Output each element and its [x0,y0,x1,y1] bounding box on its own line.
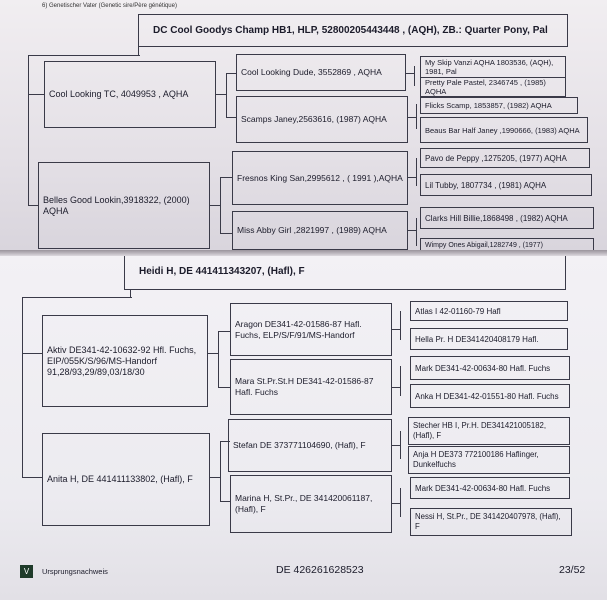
page-fold [0,250,607,256]
great-grandparent-box: Lil Tubby, 1807734 , (1981) AQHA [420,174,592,196]
great-grandparent-box: Pretty Pale Pastel, 2346745 , (1985) AQHA [420,77,566,97]
great-grandparent-box: Flicks Scamp, 1853857, (1982) AQHA [420,97,578,114]
great-grandparent-box: Nessi H, St.Pr., DE 341420407978, (Hafl), F [410,508,572,536]
parent-box: Aktiv DE341-42-10632-92 Hfl. Fuchs, EIP/055K/S/96/MS-Handorf 91,28/93,29/89,03/18/30 [42,315,208,407]
great-grandparent-box: Clarks Hill Billie,1868498 , (1982) AQHA [420,207,594,229]
great-grandparent-box: Anka H DE341-42-01551-80 Hafl. Fuchs [410,384,570,408]
grandparent-box: Stefan DE 373771104690, (Hafl), F [228,419,392,472]
publisher-logo: V [20,565,33,578]
parent-box: Cool Looking TC, 4049953 , AQHA [44,61,216,128]
footer-page-number: 23/52 [559,564,586,576]
footer-title: Ursprungsnachweis [42,567,108,576]
grandparent-box: Marina H, St.Pr., DE 341420061187, (Hafl), F [230,475,392,533]
great-grandparent-box: Mark DE341-42-00634-80 Hafl. Fuchs [410,477,570,499]
great-grandparent-box: Stecher HB I, Pr.H. DE341421005182, (Hafl), F [408,417,570,445]
great-grandparent-box: Hella Pr. H DE341420408179 Hafl. [410,328,568,350]
grandparent-box: Fresnos King San,2995612 , ( 1991 ),AQHA [232,151,408,205]
great-grandparent-box: Wimpy Ones Abigail,1282749 , (1977) [420,238,594,252]
section-label: 6) Genetischer Vater (Genetic sire/Père génétique) [42,3,177,9]
great-grandparent-box: Anja H DE373 772100186 Haflinger, Dunkelfuchs [408,446,570,474]
bottom-page [0,253,607,600]
top-page [0,0,607,258]
subject-box: Heidi H, DE 441411343207, (Hafl), F [124,253,566,290]
great-grandparent-box: Beaus Bar Half Janey ,1990666, (1983) AQHA [420,117,588,143]
grandparent-box: Aragon DE341-42-01586-87 Hafl. Fuchs, ELP/S/F/91/MS-Handorf [230,303,392,356]
parent-box: Belles Good Lookin,3918322, (2000) AQHA [38,162,210,249]
grandparent-box: Cool Looking Dude, 3552869 , AQHA [236,54,406,91]
subject-box: DC Cool Goodys Champ HB1, HLP, 52800205443448 , (AQH), ZB.: Quarter Pony, Pal [138,14,568,47]
great-grandparent-box: Atlas I 42-01160-79 Hafl [410,301,568,321]
great-grandparent-box: Pavo de Peppy ,1275205, (1977) AQHA [420,148,590,168]
great-grandparent-box: Mark DE341-42-00634-80 Hafl. Fuchs [410,356,570,380]
grandparent-box: Mara St.Pr.St.H DE341-42-01586-87 Hafl. Fuchs [230,359,392,415]
grandparent-box: Scamps Janey,2563616, (1987) AQHA [236,96,408,143]
grandparent-box: Miss Abby Girl ,2821997 , (1989) AQHA [232,211,408,250]
great-grandparent-box: My Skip Vanzi AQHA 1803536, (AQH), 1981, Pal [420,56,566,78]
parent-box: Anita H, DE 441411133802, (Hafl), F [42,433,210,526]
footer-document-number: DE 426261628523 [276,564,364,576]
